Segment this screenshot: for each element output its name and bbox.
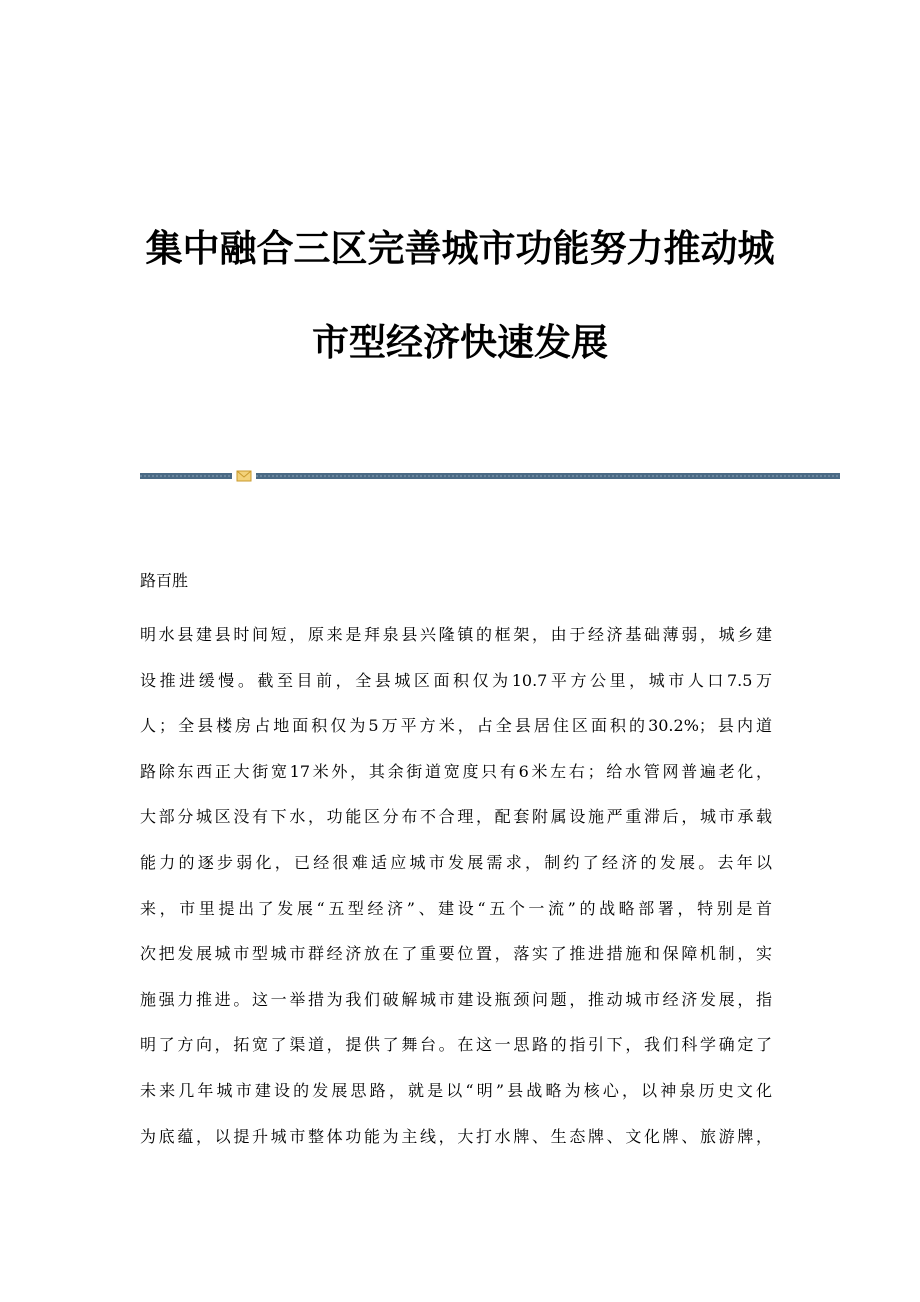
body-paragraph [140, 620, 772, 1167]
divider-bar-left [140, 473, 232, 479]
document-title-line-1: 集中融合三区完善城市功能努力推动城 [145, 227, 775, 270]
body-line: 路除东西正大街宽17米外，其余街道宽度只有6米左右；给水管网普遍老化， [140, 761, 772, 781]
body-line: 能力的逐步弱化，已经很难适应城市发展需求，制约了经济的发展。去年以 [140, 852, 772, 872]
body-line: 施强力推进。这一举措为我们破解城市建设瓶颈问题，推动城市经济发展，指 [140, 989, 772, 1009]
body-line: 人；全县楼房占地面积仅为5万平方米，占全县居住区面积的30.2%；县内道 [140, 716, 772, 736]
divider-bar-right [256, 473, 840, 479]
body-line: 未来几年城市建设的发展思路，就是以“明”县战略为核心，以神泉历史文化 [140, 1080, 772, 1100]
body-line: 来，市里提出了发展“五型经济”、建设“五个一流”的战略部署，特别是首 [140, 898, 772, 918]
body-line: 明水县建县时间短，原来是拜泉县兴隆镇的框架，由于经济基础薄弱，城乡建 [140, 625, 772, 644]
author-name: 路百胜 [140, 571, 189, 590]
body-line: 次把发展城市型城市群经济放在了重要位置，落实了推进措施和保障机制，实 [140, 944, 772, 964]
body-line: 大部分城区没有下水，功能区分布不合理，配套附属设施严重滞后，城市承载 [140, 807, 772, 827]
document-title-line-2: 市型经济快速发展 [312, 321, 608, 364]
body-line: 为底蕴，以提升城市整体功能为主线，大打水牌、生态牌、文化牌、旅游牌， [140, 1126, 772, 1146]
body-line: 明了方向，拓宽了渠道，提供了舞台。在这一思路的指引下，我们科学确定了 [140, 1035, 772, 1055]
body-line: 设推进缓慢。截至目前，全县城区面积仅为10.7平方公里，城市人口7.5万 [140, 670, 772, 690]
envelope-icon [236, 470, 252, 482]
title-divider [140, 470, 840, 482]
